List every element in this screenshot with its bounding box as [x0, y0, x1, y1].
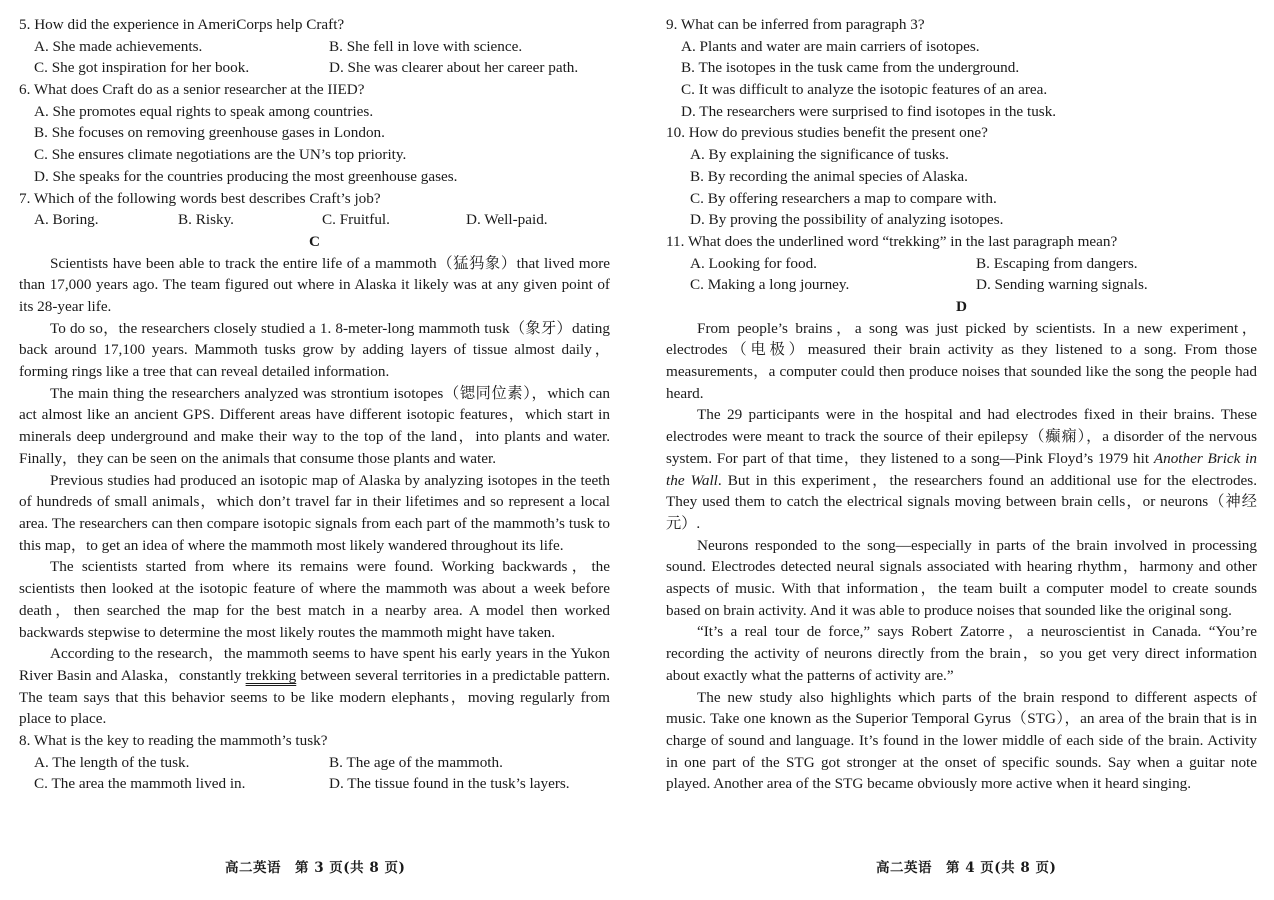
option-b: B. Escaping from dangers.	[976, 254, 1138, 272]
question-6	[19, 79, 610, 187]
question-stem: 6. What does Craft do as a senior researcher at the IIED?	[19, 81, 365, 99]
option-b: B. She fell in love with science.	[329, 37, 523, 55]
question-8	[19, 730, 610, 795]
passage-paragraph: “It’s a real tour de force,” says Robert Zatorre，a neuroscientist in Canada. “You’re recording the activity of neurons directly from the brain，so you get very direct information about exactly what the patterns of activity are.”	[666, 623, 1257, 684]
question-stem: 8. What is the key to reading the mammoth’s tusk?	[19, 732, 328, 750]
option-d: D. The tissue found in the tusk’s layers.	[329, 775, 570, 793]
option-b: B. Risky.	[178, 211, 234, 229]
option-d: D. The researchers were surprised to find isotopes in the tusk.	[681, 102, 1057, 120]
page-footer: 高二英语 第 4 页(共 8 页)	[876, 860, 1057, 876]
section-heading-d: D	[956, 297, 967, 315]
option-a: A. By explaining the significance of tusks.	[690, 146, 949, 164]
question-stem: 11. What does the underlined word “trekking” in the last paragraph mean?	[666, 232, 1118, 250]
option-d: D. She speaks for the countries producing the most greenhouse gases.	[34, 167, 458, 185]
section-heading-c: C	[309, 232, 320, 250]
underlined-word: trekking	[245, 666, 297, 684]
passage-paragraph: From people’s brains，a song was just picked by scientists. In a new experiment，electrodes（电极）measured their brain activity as they listened to a song. From those measurements，a computer could then produce noises that sounded like the song the people had heard.	[666, 319, 1257, 402]
passage-paragraph: The main thing the researchers analyzed was strontium isotopes（锶同位素），which can act almost like an ancient GPS. Different areas have different isotopic features，which start in minerals deep underground and make their way to the top of the land，into plants and water. Finally，they can be seen on the animals that consume those plants and water.	[19, 384, 610, 467]
options-row	[666, 253, 1257, 275]
option-b: B. The age of the mammoth.	[329, 753, 503, 771]
question-stem: 9. What can be inferred from paragraph 3?	[666, 16, 925, 33]
paragraph-text: . But in this experiment，the researchers found an additional use for the electrodes. They used them to catch the electrical signals moving between brain cells，or neurons（神经元）.	[666, 471, 1258, 532]
right-page	[666, 14, 1257, 795]
question-5	[19, 14, 610, 79]
option-d: D. Sending warning signals.	[976, 276, 1148, 294]
passage-paragraph: The new study also highlights which parts of the brain respond to different aspects of music. Take one known as the Superior Temporal Gyrus（STG），an area of the brain that is in charge of sound and language. It’s found in the lower middle of each side of the brain. Activity in one part of the STG got stronger at the onset of specific sounds. Say when a guitar note played. Another area of the STG became obviously more active when it heard singing.	[666, 688, 1257, 793]
question-9	[666, 14, 1257, 122]
paragraph-text: The 29 participants were in the hospital and had electrodes fixed in their brains. These electrodes were meant to track the source of their epilepsy（癫痫），a disorder of the nervous system. For part of that time，they listened to a song—Pink Floyd’s 1979 hit	[666, 406, 1257, 467]
options-row	[19, 752, 610, 774]
option-a: A. Looking for food.	[690, 254, 817, 272]
passage-paragraph: Previous studies had produced an isotopic map of Alaska by analyzing isotopes in the teeth of hundreds of small animals，which don’t travel far in their lifetimes and so represent a local area. The researchers can then compare isotopic signals from each part of the mammoth’s tusk to this map，to get an idea of where the mammoth most likely wandered throughout its life.	[19, 471, 610, 554]
option-c: C. Fruitful.	[322, 211, 390, 229]
paragraph-text: between several territories in a predictable pattern. The team says that this behavior seems to be like modern elephants，moving regularly from place to place.	[19, 666, 610, 728]
option-b: B. By recording the animal species of Alaska.	[690, 167, 968, 185]
option-b: B. She focuses on removing greenhouse gases in London.	[34, 124, 385, 142]
option-c: C. The area the mammoth lived in.	[34, 775, 246, 793]
option-a: A. Plants and water are main carriers of isotopes.	[681, 37, 980, 55]
options-row	[19, 773, 610, 795]
options-row	[19, 209, 610, 231]
option-a: A. Boring.	[34, 211, 99, 229]
passage-paragraph: To do so，the researchers closely studied a 1. 8-meter-long mammoth tusk（象牙）dating back around 17,100 years. Mammoth tusks grow by adding layers of tissue almost daily，forming rings like a tree that can reveal detailed information.	[19, 319, 610, 381]
option-c: C. By offering researchers a map to compare with.	[690, 189, 997, 207]
option-a: A. She promotes equal rights to speak among countries.	[34, 102, 374, 120]
option-b: B. The isotopes in the tusk came from the underground.	[681, 59, 1020, 77]
passage-paragraph	[19, 643, 610, 730]
option-c: C. She got inspiration for her book.	[34, 59, 250, 77]
option-d: D. Well-paid.	[466, 211, 548, 229]
question-7	[19, 188, 610, 231]
option-c: C. She ensures climate negotiations are the UN’s top priority.	[34, 146, 407, 164]
option-c: C. It was difficult to analyze the isotopic features of an area.	[681, 81, 1048, 99]
page-footer: 高二英语 第 3 页(共 8 页)	[225, 860, 406, 876]
passage-paragraph: The scientists started from where its remains were found. Working backwards，the scientists then looked at the isotopic feature of where the mammoth was about a week before death，then searched the map for the best match in a nearby area. A model then worked backwards stepwise to determine the most likely routes the mammoth might have taken.	[19, 558, 610, 641]
question-stem: 5. How did the experience in AmeriCorps help Craft?	[19, 16, 345, 33]
question-stem: 10. How do previous studies benefit the present one?	[666, 124, 988, 142]
option-c: C. Making a long journey.	[690, 276, 850, 294]
options-row	[19, 36, 610, 58]
passage-paragraph: Scientists have been able to track the entire life of a mammoth（猛犸象）that lived more than 17,000 years ago. The team figured out where in Alaska it likely was at any given point of its 28-year life.	[19, 254, 610, 315]
question-stem: 7. Which of the following words best describes Craft’s job?	[19, 189, 381, 207]
left-page	[19, 14, 610, 795]
passage-paragraph: Neurons responded to the song—especially in parts of the brain involved in processing sound. Electrodes detected neural signals associated with hearing rhythm，harmony and other aspects of music. With that information，the team built a computer model to create sounds based on brain activity. And it was able to produce noises that sounded like the original song.	[666, 536, 1257, 619]
passage-paragraph	[666, 404, 1257, 534]
option-a: A. She made achievements.	[34, 37, 203, 55]
options-row	[19, 57, 610, 79]
question-10	[666, 122, 1257, 230]
paragraph-text: According to the research，the mammoth seems to have spent his early years in the Yukon River Basin and Alaska，constantly	[19, 645, 610, 684]
options-row	[666, 274, 1257, 296]
option-d: D. She was clearer about her career path.	[329, 59, 579, 77]
song-title: Another Brick in the Wall	[666, 449, 1257, 489]
question-11	[666, 231, 1257, 296]
option-a: A. The length of the tusk.	[34, 753, 190, 771]
option-d: D. By proving the possibility of analyzing isotopes.	[690, 211, 1004, 229]
